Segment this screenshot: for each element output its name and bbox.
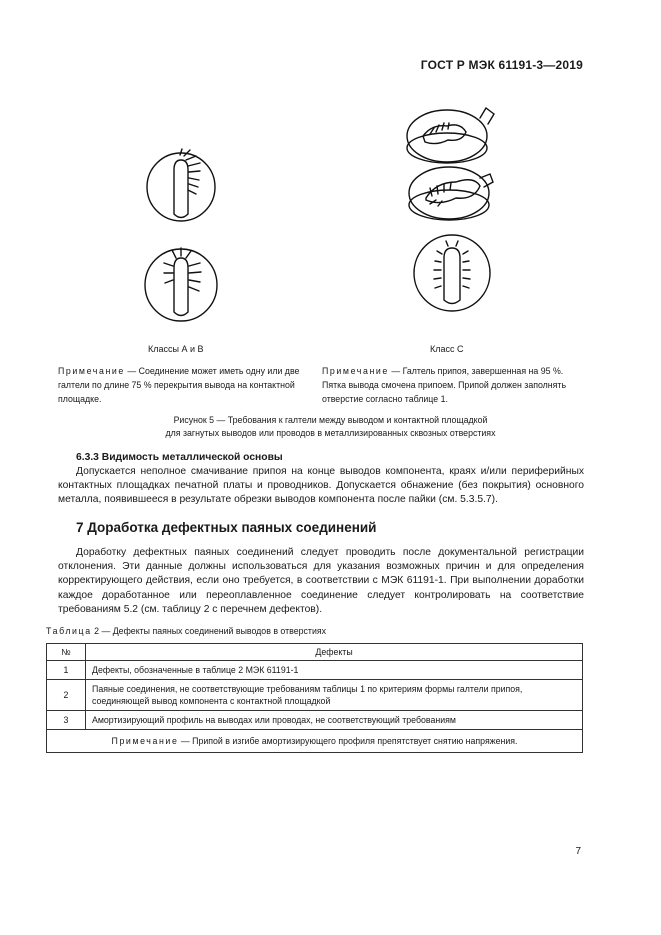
table-row xyxy=(47,680,583,711)
row-defect: Амортизирующий профиль на выводах или проводах, не соответствующий требованиям xyxy=(86,711,583,730)
note-label: Примечание xyxy=(322,366,389,376)
figure-title-line-2: для загнутых выводов или проводов в металлизированных сквозных отверстиях xyxy=(165,428,496,438)
column-header-number: № xyxy=(47,644,86,661)
note-label: Примечание xyxy=(111,736,179,746)
table-2-title xyxy=(46,626,326,636)
figure-title xyxy=(0,414,661,440)
fillet-perspective-c-2 xyxy=(409,167,493,220)
document-id: ГОСТ Р МЭК 61191-3—2019 xyxy=(420,58,583,72)
table-title-label: Таблица xyxy=(46,626,92,636)
caption-classes-ab: Классы А и В xyxy=(148,344,204,354)
caption-class-c: Класс С xyxy=(430,344,464,354)
row-defect: Паяные соединения, не соответствующие требованиям таблицы 1 по критериям формы галтели припоя, соединяющей вывод компонента с контактной площадкой xyxy=(86,680,583,711)
table-note xyxy=(47,730,583,753)
table-row xyxy=(47,661,583,680)
section-heading-7: 7 Доработка дефектных паяных соединений xyxy=(76,520,377,535)
fillet-top-view-c xyxy=(414,235,490,311)
fillet-top-view-ab-2 xyxy=(145,248,217,321)
note-text: — Галтель припоя, завершенная на 95 %. Пятка вывода смочена припоем. Припой должен заполнять отверстие согласно таблице 1. xyxy=(322,366,567,404)
section-text-7: Доработку дефектных паяных соединений следует проводить после документальной регистрации отклонения. Эти данные должны использоваться для указания возможных причин и для определения корректирующего действия, если оно требуется, в соответствии с МЭК 61191-1. При выполнении доработки каждое доработанное или переоплавленное соединение следует контролировать на соответствие требованиям 5.2 (см. таблицу 2 с перечнем дефектов). xyxy=(58,547,584,615)
column-header-defects: Дефекты xyxy=(86,644,583,661)
figure-5-drawings xyxy=(0,0,661,340)
row-number: 3 xyxy=(47,711,86,730)
section-text-633: Допускается неполное смачивание припоя на конце выводов компонента, краях и/или периферийных контактных площадках печатной платы и проводников. Допускается обнажение (без покрытия) основного металла, появившееся в результате обрезки выводов компонента после пайки (см. 5.3.5.7). xyxy=(58,466,584,506)
table-row xyxy=(47,711,583,730)
defects-table xyxy=(46,643,583,753)
row-number: 2 xyxy=(47,680,86,711)
note-text: — Припой в изгибе амортизирующего профиля препятствует снятию напряжения. xyxy=(178,736,518,746)
fillet-perspective-c-1 xyxy=(407,108,494,163)
fillet-top-view-ab-1 xyxy=(147,149,215,221)
section-heading-633: 6.3.3 Видимость металлической основы xyxy=(76,452,283,463)
figure-note-right xyxy=(322,364,584,406)
row-defect: Дефекты, обозначенные в таблице 2 МЭК 61191-1 xyxy=(86,661,583,680)
table-header-row xyxy=(47,644,583,661)
note-label: Примечание xyxy=(58,366,125,376)
table-note-row xyxy=(47,730,583,753)
note-text: — Соединение может иметь одну или две галтели по длине 75 % перекрытия вывода на контактной площадке. xyxy=(58,366,300,404)
figure-note-left xyxy=(58,364,310,406)
table-title-text: 2 — Дефекты паяных соединений выводов в отверстиях xyxy=(91,626,327,636)
figure-title-line-1: Рисунок 5 — Требования к галтели между выводом и контактной площадкой xyxy=(173,415,488,425)
row-number: 1 xyxy=(47,661,86,680)
page-number: 7 xyxy=(575,846,581,857)
